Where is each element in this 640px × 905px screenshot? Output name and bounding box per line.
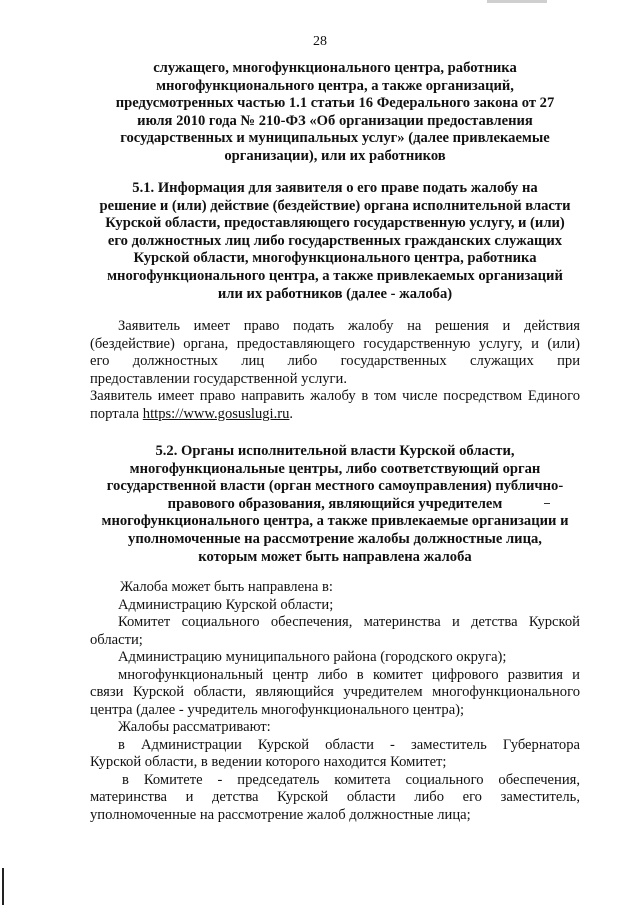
page-number: 28 xyxy=(313,34,327,49)
heading-line: которым может быть направлена жалоба xyxy=(198,548,472,565)
heading-line: 5.1. Информация для заявителя о его праве подать жалобу на xyxy=(132,180,538,196)
scan-edge-mark xyxy=(487,0,547,3)
body-line: Жалобы рассматривают: xyxy=(118,719,271,735)
body-line: многофункциональный центр либо в комитет цифрового развития и xyxy=(118,666,580,683)
heading-line: предусмотренных частью 1.1 статьи 16 Федерального закона от 27 xyxy=(115,95,555,112)
body-line: (бездействие) органа, предоставляющего государственную услугу, и (или) xyxy=(90,335,580,352)
heading-line: его должностных лиц либо государственных гражданских служащих xyxy=(107,232,563,249)
heading-line: Курской области, многофункционального центра, работника xyxy=(133,250,537,267)
heading-line: июля 2010 года № 210-ФЗ «Об организации предоставления xyxy=(137,112,533,129)
body-line: Курской области, в ведении которого находится Комитет; xyxy=(90,754,447,770)
heading-line: или их работников (далее - жалоба) xyxy=(217,285,453,302)
intro-heading xyxy=(90,60,580,166)
heading-line: государственной власти (орган местного самоуправления) публично- xyxy=(106,478,564,495)
portal-prefix: портала xyxy=(90,405,143,422)
body-line: в Комитете - председатель комитета социального обеспечения, xyxy=(122,771,580,788)
body-line: предоставлении государственной услуги. xyxy=(90,370,347,387)
heading-line: государственных и муниципальных услуг» (далее привлекаемые xyxy=(120,130,550,147)
scan-edge-mark xyxy=(2,868,4,905)
heading-line: многофункционального центра, а также организаций, xyxy=(156,77,514,94)
section-5-1-paragraph-1 xyxy=(90,318,580,423)
heading-line: Курской области, предоставляющего государственную услугу, и (или) xyxy=(105,215,565,232)
body-line: материнства и детства Курской области либо его заместитель, xyxy=(90,789,580,805)
body-line: уполномоченные на рассмотрение жалоб должностные лица; xyxy=(90,806,471,823)
gosuslugi-link[interactable]: https://www.gosuslugi.ru xyxy=(142,405,290,422)
section-5-2-heading xyxy=(90,443,580,566)
body-line: Заявитель имеет право подать жалобу на решения и действия xyxy=(118,318,580,334)
heading-line: многофункционального центра, а также привлекаемых организаций xyxy=(107,267,563,284)
body-line: связи Курской области, являющийся учредителем многофункционального xyxy=(90,684,580,700)
heading-line: 5.2. Органы исполнительной власти Курской области, xyxy=(155,443,515,459)
heading-line: многофункционального центра, а также привлекаемые организации и xyxy=(101,513,569,530)
body-line: Комитет социального обеспечения, материнства и детства Курской xyxy=(118,614,580,630)
heading-line: правового образования, являющийся учредителем xyxy=(167,495,503,512)
body-line: Администрацию Курской области; xyxy=(118,596,334,613)
heading-line: организации), или их работников xyxy=(224,147,446,164)
heading-line: многофункциональные центры, либо соответствующий орган xyxy=(129,460,541,477)
portal-suffix: . xyxy=(289,405,294,422)
body-line: области; xyxy=(90,631,143,648)
heading-line: решение и (или) действие (бездействие) органа исполнительной власти xyxy=(99,197,571,214)
section-5-1-heading xyxy=(90,180,580,303)
body-line: в Администрации Курской области - заместитель Губернатора xyxy=(118,736,580,753)
heading-line: уполномоченные на рассмотрение жалобы должностные лица, xyxy=(128,530,542,547)
body-line: центра (далее - учредитель многофункционального центра); xyxy=(90,701,465,718)
portal-line xyxy=(90,406,580,424)
body-line: Жалоба может быть направлена в: xyxy=(120,579,333,595)
heading-line: служащего, многофункционального центра, работника xyxy=(153,60,517,76)
body-line: Администрацию муниципального района (городского округа); xyxy=(118,649,507,665)
body-line: Заявитель имеет право направить жалобу в том числе посредством Единого xyxy=(90,388,580,404)
section-5-2-body xyxy=(90,579,580,824)
scan-mark xyxy=(544,503,550,504)
body-line: его должностных лиц либо государственных служащих при xyxy=(90,353,580,369)
